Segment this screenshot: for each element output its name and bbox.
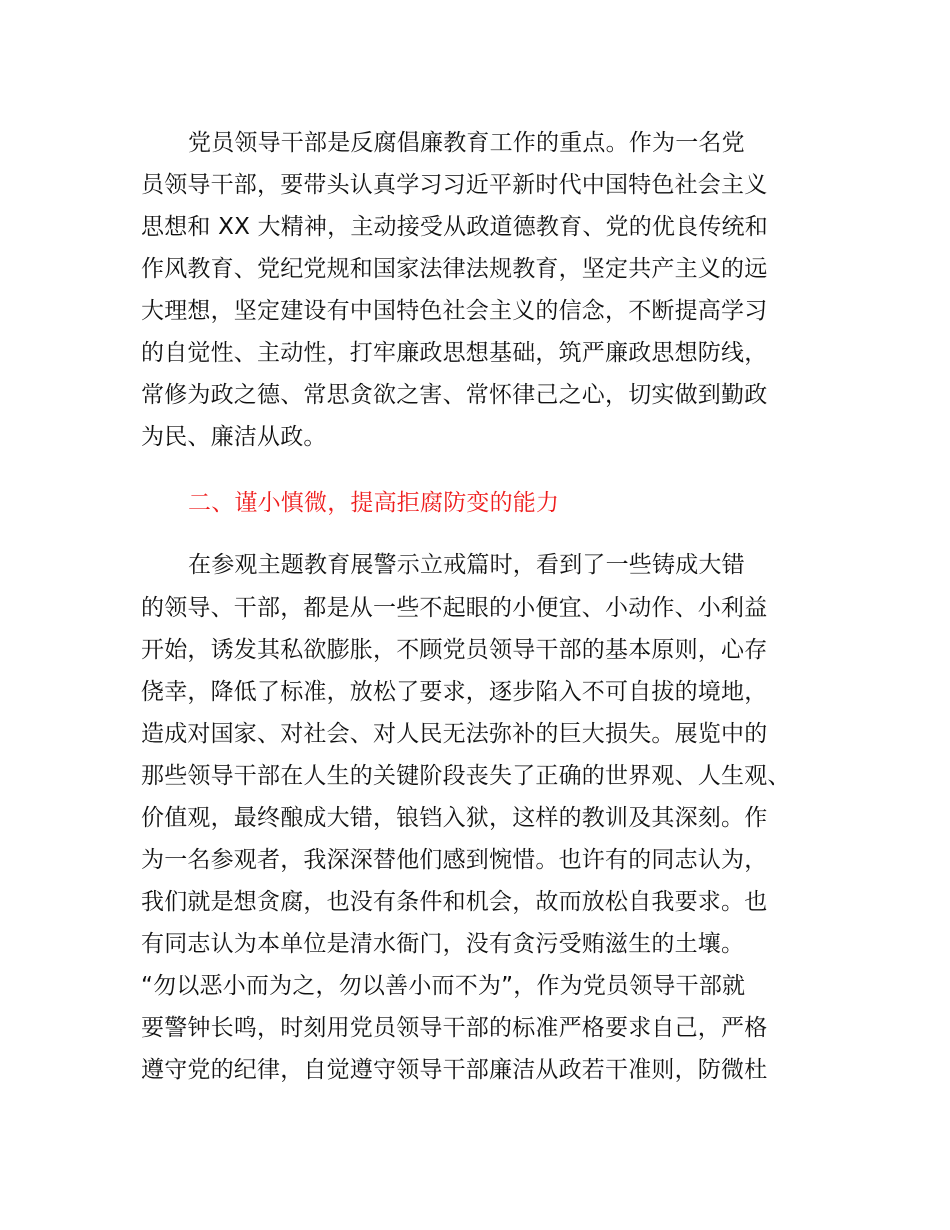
paragraph-1-line-1: 党员领导干部是反腐倡廉教育工作的重点。作为一名党: [188, 130, 745, 156]
paragraph-1-line-8: 为民、廉洁从政。: [141, 424, 327, 450]
paragraph-2-line-5: 造成对国家、对社会、对人民无法弥补的巨大损失。展览中的: [141, 721, 768, 747]
paragraph-2-line-2: 的领导、干部，都是从一些不起眼的小便宜、小动作、小利益: [141, 595, 768, 621]
paragraph-1-line-6: 的自觉性、主动性，打牢廉政思想基础，筑严廉政思想防线，: [141, 340, 768, 366]
paragraph-2-line-11: “勿以恶小而为之，勿以善小而不为”，作为党员领导干部就: [141, 973, 746, 999]
paragraph-2-line-4: 侥幸，降低了标准，放松了要求，逐步陷入不可自拔的境地，: [141, 679, 768, 705]
paragraph-1-line-7: 常修为政之德、常思贪欲之害、常怀律己之心，切实做到勤政: [141, 382, 768, 408]
paragraph-2-line-13: 遵守党的纪律，自觉遵守领导干部廉洁从政若干准则，防微杜: [141, 1057, 768, 1083]
paragraph-2-line-10: 有同志认为本单位是清水衙门，没有贪污受贿滋生的土壤。: [141, 931, 745, 957]
paragraph-2-line-1: 在参观主题教育展警示立戒篇时，看到了一些铸成大错: [188, 552, 745, 578]
paragraph-2-line-7: 价值观，最终酿成大错，锒铛入狱，这样的教训及其深刻。作: [141, 805, 768, 831]
paragraph-2-line-6: 那些领导干部在人生的关键阶段丧失了正确的世界观、人生观、: [141, 763, 791, 789]
paragraph-2-line-8: 为一名参观者，我深深替他们感到惋惜。也许有的同志认为，: [141, 847, 768, 873]
paragraph-1-line-4: 作风教育、党纪党规和国家法律法规教育，坚定共产主义的远: [141, 256, 768, 282]
paragraph-2-line-9: 我们就是想贪腐，也没有条件和机会，故而放松自我要求。也: [141, 889, 768, 915]
section-heading: 二、谨小慎微，提高拒腐防变的能力: [188, 490, 560, 516]
paragraph-1-line-5: 大理想，坚定建设有中国特色社会主义的信念，不断提高学习: [141, 298, 768, 324]
paragraph-2-line-12: 要警钟长鸣，时刻用党员领导干部的标准严格要求自己，严格: [141, 1015, 768, 1041]
paragraph-1-line-3: 思想和 XX 大精神，主动接受从政道德教育、党的优良传统和: [141, 214, 768, 240]
paragraph-1-line-2: 员领导干部，要带头认真学习习近平新时代中国特色社会主义: [141, 172, 768, 198]
paragraph-2-line-3: 开始，诱发其私欲膨胀，不顾党员领导干部的基本原则，心存: [141, 637, 768, 663]
